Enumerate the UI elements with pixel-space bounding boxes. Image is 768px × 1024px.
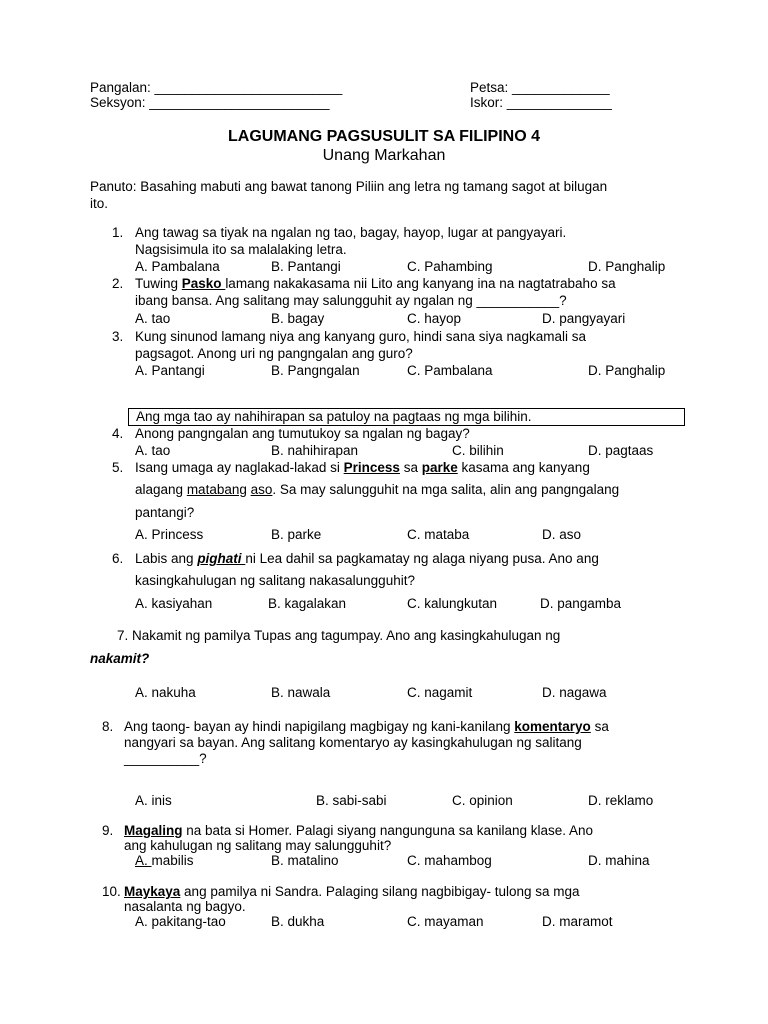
q10-choice-b: B. dukha — [271, 914, 325, 929]
q2-choice-c: C. hayop — [407, 311, 462, 326]
q7-choice-b: B. nawala — [271, 685, 331, 700]
q7-choice-d: D. nagawa — [542, 685, 607, 700]
question-9-text — [124, 823, 593, 839]
q4-choice-d: D. pagtaas — [588, 443, 654, 458]
q7-choice-a: A. nakuha — [135, 685, 196, 700]
q8-pre: Ang taong- bayan ay hindi napigilang magbigay ng kani-kanilang — [124, 719, 515, 734]
q1-choice-b: B. Pantangi — [271, 259, 341, 274]
q10-choice-c: C. mayaman — [407, 914, 484, 929]
q2-choice-d: D. pangyayari — [542, 311, 626, 326]
q5-choice-a: A. Princess — [135, 527, 204, 542]
question-5-text-cont2: pantangi? — [135, 505, 195, 520]
question-number: 8. — [102, 719, 114, 734]
q5-underlined-parke: parke — [421, 460, 458, 475]
question-2-text-cont: ibang bansa. Ang salitang may salungguhit ay ngalan ng ___________? — [135, 293, 567, 308]
q2-choice-a: A. tao — [135, 311, 171, 326]
question-number: 5. — [112, 460, 124, 475]
q9-choice-d: D. mahina — [588, 853, 650, 868]
q9-choice-a-text: mabilis — [151, 853, 194, 868]
q10-choice-a: A. pakitang-tao — [135, 914, 226, 929]
question-number: 3. — [112, 329, 124, 344]
q5-l2c: . Sa may salungguhit na mga salita, alin ang pangngalang — [272, 482, 620, 497]
q5-underlined-princess: Princess — [343, 460, 400, 475]
q6-underlined-word: pighati — [197, 551, 246, 566]
q10-underlined-word: Maykaya — [124, 884, 181, 899]
q3-choice-c: C. Pambalana — [407, 363, 493, 378]
question-number: 9. — [102, 823, 114, 838]
question-6-text — [135, 551, 599, 567]
question-8-text — [124, 719, 609, 735]
q2-choice-b: B. bagay — [271, 311, 325, 326]
question-8-text-cont2: __________? — [124, 751, 207, 766]
q3-choice-a: A. Pantangi — [135, 363, 205, 378]
question-8-text-cont: nangyari sa bayan. Ang salitang komentaryo ay kasingkahulugan ng salitang — [124, 735, 582, 750]
q1-choice-d: D. Panghalip — [588, 259, 666, 274]
question-6-text-cont: kasingkahulugan ng salitang nakasalungguhit? — [135, 573, 415, 588]
q9-choice-b: B. matalino — [271, 853, 339, 868]
q5-p1: Isang umaga ay naglakad-lakad si — [135, 460, 344, 475]
q3-choice-b: B. Pangngalan — [271, 363, 360, 378]
q5-p2: sa — [399, 460, 422, 475]
page-title: LAGUMANG PAGSUSULIT SA FILIPINO 4 — [227, 128, 540, 145]
q8-underlined-word: komentaryo — [514, 719, 591, 734]
q5-choice-b: B. parke — [271, 527, 322, 542]
question-10-text — [124, 884, 580, 900]
q1-choice-a: A. Pambalana — [135, 259, 220, 274]
question-4-text: Anong pangngalan ang tumutukoy sa ngalan ng bagay? — [135, 426, 470, 441]
q6-choice-b: B. kagalakan — [268, 596, 347, 611]
q8-post: sa — [590, 719, 609, 734]
q5-choice-d: D. aso — [542, 527, 582, 542]
question-7-text: 7. Nakamit ng pamilya Tupas ang tagumpay. Ano ang kasingkahulugan ng — [117, 628, 561, 643]
boxed-sentence: Ang mga tao ay nahihirapan sa patuloy na pagtaas ng mga bilihin. — [136, 409, 532, 424]
q10-choice-d: D. maramot — [542, 914, 613, 929]
question-10-text-cont: nasalanta ng bagyo. — [124, 899, 246, 914]
question-number: 1. — [112, 225, 124, 240]
q9-choice-a — [135, 853, 194, 869]
instructions-line2: ito. — [90, 196, 109, 211]
q5-underlined-aso: aso — [250, 482, 273, 497]
q8-choice-a: A. inis — [135, 793, 172, 808]
name-field: Pangalan: _________________________ — [90, 80, 343, 95]
question-number: 10. — [102, 884, 121, 899]
q9-choice-a-letter: A. — [135, 853, 152, 868]
page-subtitle: Unang Markahan — [322, 147, 446, 164]
q6-post: ni Lea dahil sa pagkamatay ng alaga niyang pusa. Ano ang — [245, 551, 599, 566]
q1-choice-c: C. Pahambing — [407, 259, 493, 274]
q2-post: lamang nakakasama nii Lito ang kanyang ina na nagtatrabaho sa — [225, 276, 616, 291]
question-9-text-cont: ang kahulugan ng salitang may salungguhit? — [124, 838, 392, 853]
q6-pre: Labis ang — [135, 551, 198, 566]
question-5-text-cont — [135, 482, 619, 498]
instructions-line1: Panuto: Basahing mabuti ang bawat tanong Piliin ang letra ng tamang sagot at bilugan — [90, 179, 608, 194]
q4-choice-c: C. bilihin — [452, 443, 504, 458]
question-5-text — [135, 460, 590, 476]
question-number: 2. — [112, 276, 124, 291]
q8-choice-c: C. opinion — [452, 793, 513, 808]
question-1-text-cont: Nagsisimula ito sa malalaking letra. — [135, 242, 347, 257]
q6-choice-a: A. kasiyahan — [135, 596, 213, 611]
q2-underlined-word: Pasko — [181, 276, 226, 291]
q4-choice-b: B. nahihirapan — [271, 443, 359, 458]
q9-post: na bata si Homer. Palagi siyang nangunguna sa kanilang klase. Ano — [182, 823, 594, 838]
sentence-box — [128, 408, 685, 426]
q3-choice-d: D. Panghalip — [588, 363, 666, 378]
q7-italic-word: nakamit? — [90, 651, 150, 666]
question-3-text-cont: pagsagot. Anong uri ng pangngalan ang guro? — [135, 346, 413, 361]
q9-choice-c: C. mahambog — [407, 853, 492, 868]
score-field: Iskor: ______________ — [470, 95, 612, 110]
q5-choice-c: C. mataba — [407, 527, 470, 542]
q5-l2a: alagang — [135, 482, 187, 497]
question-number: 6. — [112, 551, 124, 566]
q5-underlined-matabang: matabang — [186, 482, 247, 497]
q7-choice-c: C. nagamit — [407, 685, 473, 700]
question-1-text: Ang tawag sa tiyak na ngalan ng tao, bagay, hayop, lugar at pangyayari. — [135, 225, 567, 240]
q10-post: ang pamilya ni Sandra. Palaging silang nagbibigay- tulong sa mga — [180, 884, 580, 899]
question-3-text: Kung sinunod lamang niya ang kanyang guro, hindi sana siya nagkamali sa — [135, 329, 587, 344]
q5-p3: kasama ang kanyang — [457, 460, 590, 475]
question-number: 4. — [112, 426, 124, 441]
q6-choice-c: C. kalungkutan — [407, 596, 498, 611]
q8-choice-b: B. sabi-sabi — [316, 793, 387, 808]
date-field: Petsa: _____________ — [470, 80, 610, 95]
question-2-text — [135, 276, 616, 292]
q4-choice-a: A. tao — [135, 443, 171, 458]
section-field: Seksyon: ________________________ — [90, 95, 330, 110]
q8-choice-d: D. reklamo — [588, 793, 654, 808]
q6-choice-d: D. pangamba — [540, 596, 622, 611]
q9-underlined-word: Magaling — [124, 823, 183, 838]
q2-pre: Tuwing — [135, 276, 182, 291]
